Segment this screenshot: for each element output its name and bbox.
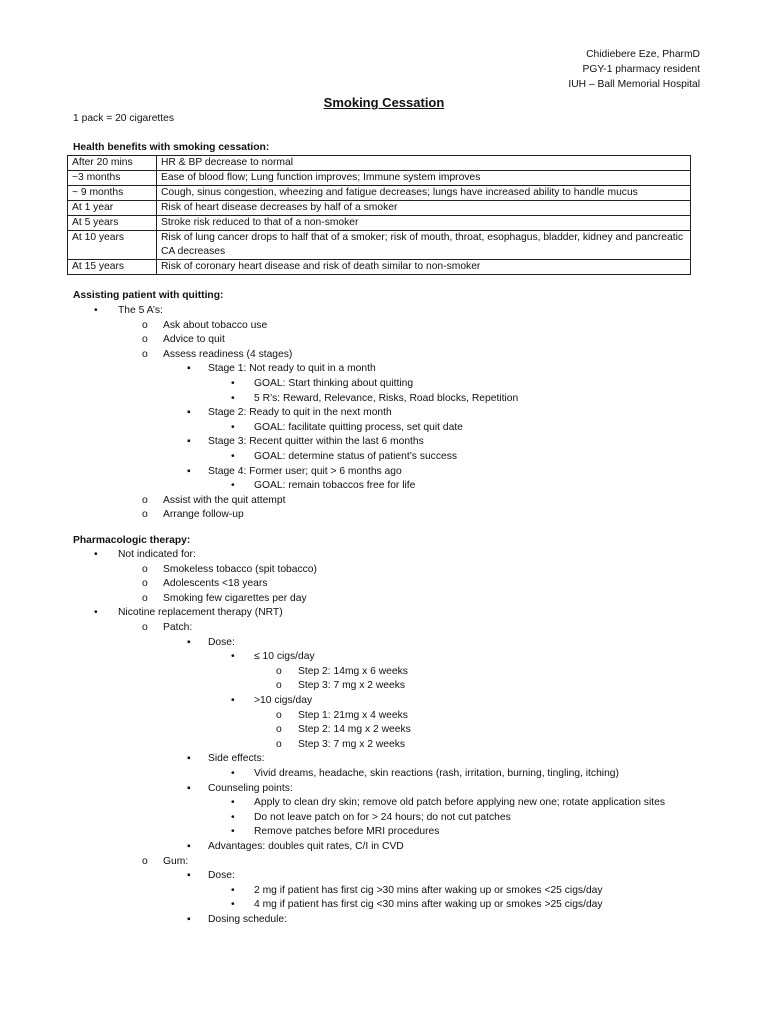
table-row — [68, 201, 691, 216]
list-item: Step 3: 7 mg x 2 weeks — [298, 738, 406, 750]
benefit-time: At 5 years — [68, 216, 157, 231]
list-item: Arrange follow-up — [163, 509, 244, 521]
bullet-marker — [276, 679, 282, 692]
bullet-marker — [187, 362, 191, 375]
list-item: The 5 A’s: — [118, 305, 163, 316]
author-role: PGY-1 pharmacy resident — [582, 64, 700, 75]
list-item: Side effects: — [208, 753, 265, 765]
benefit-description: Risk of coronary heart disease and risk of death similar to non-smoker — [157, 260, 691, 275]
list-item: Assist with the quit attempt — [163, 494, 286, 506]
list-item: 2 mg if patient has first cig >30 mins after waking up or smokes <25 cigs/day — [254, 884, 603, 896]
table-row — [68, 156, 691, 171]
benefit-description: HR & BP decrease to normal — [157, 156, 691, 171]
bullet-marker — [142, 592, 148, 605]
list-item: Step 3: 7 mg x 2 weeks — [298, 680, 406, 692]
benefit-description: Stroke risk reduced to that of a non-smoker — [157, 216, 691, 231]
bullet-marker — [142, 494, 148, 507]
bullet-marker — [187, 869, 191, 882]
list-item: Not indicated for: — [118, 549, 196, 560]
table-row — [68, 216, 691, 231]
bullet-marker — [142, 621, 148, 634]
pack-note: 1 pack = 20 cigarettes — [73, 113, 175, 124]
table-row — [68, 231, 691, 260]
list-item: Smoking few cigarettes per day — [163, 592, 307, 604]
bullet-marker — [94, 548, 98, 561]
bullet-marker — [187, 406, 191, 419]
author-header — [568, 47, 700, 92]
bullet-marker — [231, 392, 235, 405]
bullet-marker — [142, 348, 148, 361]
list-item: 4 mg if patient has first cig <30 mins after waking up or smokes >25 cigs/day — [254, 899, 603, 911]
bullet-marker — [276, 738, 282, 751]
list-item: Advantages: doubles quit rates, C/I in CVD — [208, 841, 404, 852]
bullet-marker — [276, 665, 282, 678]
list-item: GOAL: Start thinking about quitting — [254, 378, 414, 389]
benefit-time: ~3 months — [68, 171, 157, 186]
list-item: Remove patches before MRI procedures — [254, 826, 440, 838]
list-item: Step 2: 14 mg x 2 weeks — [298, 724, 411, 736]
list-item: Do not leave patch on for > 24 hours; do not cut patches — [254, 811, 511, 823]
list-item: Step 1: 21mg x 4 weeks — [298, 709, 408, 721]
bullet-marker — [231, 825, 235, 838]
bullet-marker — [142, 563, 148, 576]
list-item: Smokeless tobacco (spit tobacco) — [163, 563, 317, 575]
bullet-marker — [187, 465, 191, 478]
bullet-marker — [231, 884, 235, 897]
list-item: GOAL: remain tobaccos free for life — [254, 480, 416, 492]
table-row — [68, 186, 691, 201]
bullet-marker — [187, 840, 191, 853]
bullet-marker — [142, 577, 148, 590]
list-item: Patch: — [163, 622, 193, 633]
bullet-marker — [276, 709, 282, 722]
bullet-marker — [231, 796, 235, 809]
author-name: Chidiebere Eze, PharmD — [586, 49, 700, 60]
list-item: >10 cigs/day — [254, 695, 313, 706]
bullet-marker — [142, 508, 148, 521]
list-item: GOAL: facilitate quitting process, set quit date — [254, 421, 463, 433]
list-item: Adolescents <18 years — [163, 578, 268, 590]
bullet-marker — [187, 913, 191, 926]
list-item: 5 R’s: Reward, Relevance, Risks, Road blocks, Repetition — [254, 392, 519, 404]
benefits-heading: Health benefits with smoking cessation: — [73, 142, 270, 153]
author-hospital: IUH – Ball Memorial Hospital — [568, 79, 700, 90]
bullet-marker — [231, 450, 235, 463]
list-item: Apply to clean dry skin; remove old patch before applying new one; rotate application sites — [254, 797, 665, 809]
list-item: ≤ 10 cigs/day — [254, 651, 315, 663]
benefit-time: At 15 years — [68, 260, 157, 275]
bullet-marker — [94, 606, 98, 619]
list-item: Stage 2: Ready to quit in the next month — [208, 407, 392, 419]
assisting-heading: Assisting patient with quitting: — [73, 290, 224, 301]
bullet-marker — [231, 694, 235, 707]
list-item: Counseling points: — [208, 782, 293, 794]
benefit-description: Risk of heart disease decreases by half of a smoker — [157, 201, 691, 216]
list-item: GOAL: determine status of patient’s success — [254, 451, 457, 462]
benefit-description: Ease of blood flow; Lung function improves; Immune system improves — [157, 171, 691, 186]
benefits-table — [67, 155, 691, 275]
bullet-marker — [142, 333, 148, 346]
bullet-marker — [231, 811, 235, 824]
list-item: Dose: — [208, 636, 235, 648]
benefit-description: Cough, sinus congestion, wheezing and fatigue decreases; lungs have increased ability to handle mucus — [157, 186, 691, 201]
list-item: Dosing schedule: — [208, 914, 287, 925]
list-item: Stage 1: Not ready to quit in a month — [208, 363, 376, 375]
benefit-time: After 20 mins — [68, 156, 157, 171]
list-item: Assess readiness (4 stages) — [163, 348, 293, 360]
bullet-marker — [94, 304, 98, 317]
bullet-marker — [187, 782, 191, 795]
bullet-marker — [187, 636, 191, 649]
list-item: Vivid dreams, headache, skin reactions (rash, irritation, burning, tingling, itching) — [254, 768, 619, 779]
list-item: Stage 3: Recent quitter within the last 6 months — [208, 436, 424, 448]
list-item: Stage 4: Former user; quit > 6 months ago — [208, 465, 402, 477]
bullet-marker — [231, 650, 235, 663]
list-item: Advice to quit — [163, 334, 225, 346]
bullet-marker — [276, 723, 282, 736]
bullet-marker — [231, 421, 235, 434]
bullet-marker — [187, 752, 191, 765]
list-item: Step 2: 14mg x 6 weeks — [298, 665, 408, 677]
table-row — [68, 260, 691, 275]
list-item: Dose: — [208, 870, 235, 882]
benefit-description: Risk of lung cancer drops to half that of a smoker; risk of mouth, throat, esophagus, bladder, kidney and pancreatic CA decreases — [157, 231, 691, 260]
bullet-marker — [231, 377, 235, 390]
benefit-time: ~ 9 months — [68, 186, 157, 201]
list-item: Gum: — [163, 855, 189, 867]
bullet-marker — [187, 435, 191, 448]
table-row — [68, 171, 691, 186]
pharm-heading: Pharmacologic therapy: — [73, 535, 191, 546]
bullet-marker — [231, 898, 235, 911]
list-item: Ask about tobacco use — [163, 319, 268, 331]
benefit-time: At 1 year — [68, 201, 157, 216]
bullet-marker — [231, 479, 235, 492]
page-title: Smoking Cessation — [323, 95, 445, 110]
list-item: Nicotine replacement therapy (NRT) — [118, 607, 283, 619]
benefit-time: At 10 years — [68, 231, 157, 260]
bullet-marker — [142, 319, 148, 332]
bullet-marker — [231, 767, 235, 780]
bullet-marker — [142, 855, 148, 868]
